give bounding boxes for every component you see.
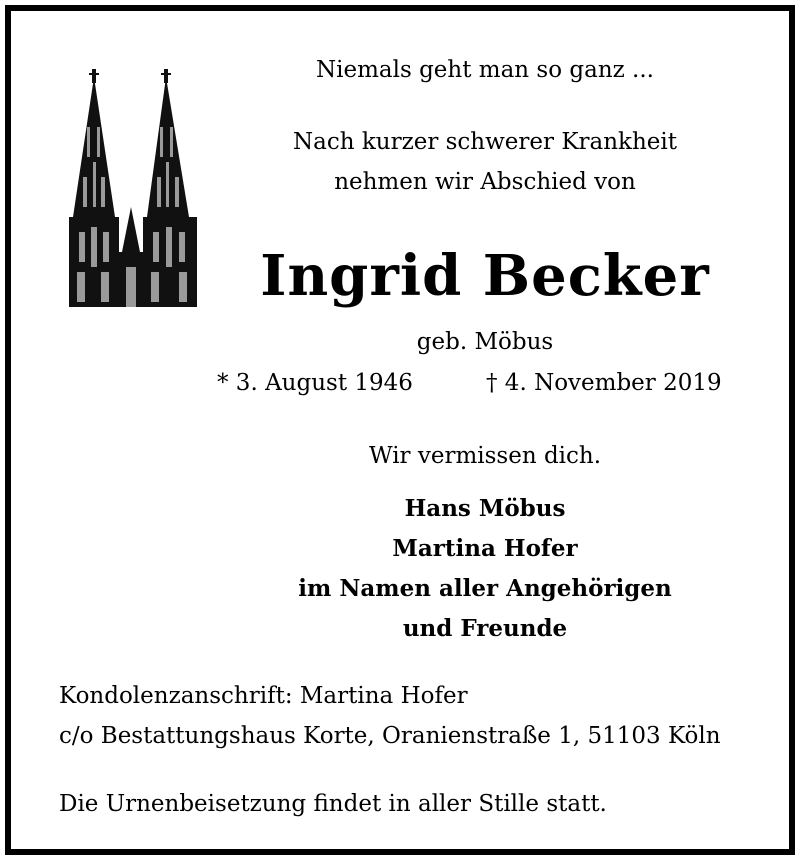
- signer-4: und Freunde: [402, 615, 568, 642]
- death-date: † 4. November 2019: [486, 370, 722, 396]
- deceased-name: Ingrid Becker: [260, 243, 710, 309]
- signer-2: Martina Hofer: [392, 535, 578, 562]
- motto: Niemals geht man so ganz ...: [315, 57, 654, 83]
- condolence-address-line-2: c/o Bestattungshaus Korte, Oranienstraße 1, 51103 Köln: [59, 723, 721, 749]
- intro-line-1: Nach kurzer schwerer Krankheit: [293, 129, 677, 155]
- condolence-address-line-1: Kondolenzanschrift: Martina Hofer: [59, 683, 468, 709]
- intro-line-2: nehmen wir Abschied von: [334, 169, 636, 195]
- obituary-frame: [5, 5, 795, 855]
- signer-3: im Namen aller Angehörigen: [298, 575, 672, 602]
- burial-note: Die Urnenbeisetzung findet in aller Stille statt.: [59, 791, 607, 817]
- signer-1: Hans Möbus: [404, 495, 566, 522]
- birth-name: geb. Möbus: [416, 329, 554, 355]
- closing-line: Wir vermissen dich.: [368, 443, 602, 469]
- birth-date: * 3. August 1946: [217, 370, 413, 396]
